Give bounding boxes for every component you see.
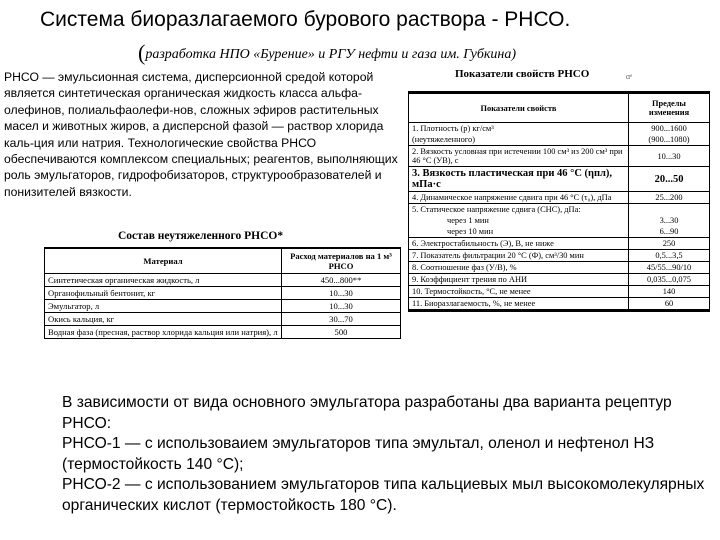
property-label: 2. Вязкость условная при истечении 100 см³ из 200 см³ при 46 °С (УВ), с bbox=[409, 146, 629, 167]
property-label: 10. Термостойкость, °С, не менее bbox=[409, 286, 629, 298]
property-label: (неутяжеленного) bbox=[409, 134, 629, 146]
composition-header-material: Материал bbox=[45, 248, 282, 274]
property-label: 5. Статическое напряжение сдвига (СНС), дПа: bbox=[409, 204, 629, 216]
property-value: 20...50 bbox=[629, 167, 710, 192]
property-label: 9. Коэффициент трения по АНИ bbox=[409, 274, 629, 286]
amount-cell: 500 bbox=[282, 326, 401, 339]
slide-subtitle bbox=[138, 40, 516, 66]
table-row bbox=[409, 146, 710, 167]
property-value: 60 bbox=[629, 298, 710, 311]
property-label: 4. Динамическое напряжение сдвига при 46 °С (τ₀), дПа bbox=[409, 192, 629, 204]
table-row bbox=[45, 300, 401, 313]
property-value: 250 bbox=[629, 238, 710, 250]
property-label: 8. Соотношение фаз (У/В), % bbox=[409, 262, 629, 274]
table-row bbox=[409, 192, 710, 204]
property-value: 10...30 bbox=[629, 146, 710, 167]
subtitle-text: разработка НПО «Бурение» и РГУ нефти и газа им. Губкина) bbox=[145, 47, 517, 62]
property-value: 3...30 bbox=[629, 215, 710, 226]
table-row bbox=[409, 298, 710, 311]
material-cell: Синтетическая органическая жидкость, л bbox=[45, 274, 282, 287]
property-value: 0,035...0,075 bbox=[629, 274, 710, 286]
property-value: 140 bbox=[629, 286, 710, 298]
properties-header-label: Показатели свойств bbox=[409, 93, 629, 123]
property-value: 900...1600 bbox=[629, 123, 710, 135]
composition-table bbox=[44, 247, 401, 339]
slide-title: Система биоразлагаемого бурового раствора - РНСО. bbox=[40, 8, 571, 31]
properties-table bbox=[408, 91, 710, 312]
bottom-text bbox=[62, 393, 712, 516]
bottom-paragraph: РНСО-2 — с использованием эмульгаторов типа кальциевых мыл высокомолекулярных органических кислот (термостойкость 180 °С). bbox=[62, 476, 705, 514]
property-value: 0,5...3,5 bbox=[629, 250, 710, 262]
property-label: 11. Биоразлагаемость, %, не менее bbox=[409, 298, 629, 311]
table-row bbox=[409, 123, 710, 135]
property-value: (900...1080) bbox=[629, 134, 710, 146]
bottom-paragraph: В зависимости от вида основного эмульгатора разработаны два варианта рецептур РНСО: bbox=[62, 394, 672, 432]
property-label: 1. Плотность (р) кг/см³ bbox=[409, 123, 629, 135]
property-value: 45/55...90/10 bbox=[629, 262, 710, 274]
composition-table-caption: Состав неутяжеленного РНСО* bbox=[118, 230, 284, 242]
property-label: через 10 мин bbox=[409, 226, 629, 238]
table-row bbox=[45, 313, 401, 326]
scan-mark: ɑᵉ bbox=[626, 72, 633, 81]
intro-paragraph: РНСО — эмульсионная система, дисперсионной средой которой является синтетическая органическая жидкость класса альфа-олефинов, полиальфаолефи-нов, сложных эфиров растительных масел и животных жиров, а дисперсной фазой — раствор хлорида каль-ция или натрия. Технологические свойства РНСО обеспечиваются комплексом специальных; реагентов, выполняющих роль эмульгаторов, гидрофобизаторов, структурообразователей и понизителей вязкости. bbox=[4, 70, 398, 199]
bottom-paragraph: РНСО-1 — с использоваием эмульгаторов типа эмультал, оленол и нефтенол НЗ (термостойкость 140 °С); bbox=[62, 435, 655, 473]
material-cell: Органофильный бентонит, кг bbox=[45, 287, 282, 300]
table-row bbox=[409, 167, 710, 192]
properties-header-value: Пределы изменения bbox=[629, 93, 710, 123]
material-cell: Окись кальция, кг bbox=[45, 313, 282, 326]
table-row bbox=[45, 274, 401, 287]
property-label: через 1 мин bbox=[409, 215, 629, 226]
amount-cell: 10...30 bbox=[282, 287, 401, 300]
table-row bbox=[409, 250, 710, 262]
table-row bbox=[409, 204, 710, 216]
amount-cell: 450...800** bbox=[282, 274, 401, 287]
material-cell: Водная фаза (пресная, раствор хлорида кальция или натрия), л bbox=[45, 326, 282, 339]
subtitle-paren: ( bbox=[138, 40, 146, 65]
material-cell: Эмульгатор, л bbox=[45, 300, 282, 313]
table-row bbox=[409, 238, 710, 250]
table-row bbox=[409, 226, 710, 238]
properties-table-caption: Показатели свойств РНСО bbox=[455, 68, 590, 80]
property-value: 6...90 bbox=[629, 226, 710, 238]
table-row bbox=[45, 326, 401, 339]
table-row bbox=[409, 262, 710, 274]
property-label: 6. Электростабильность (Э), В, не ниже bbox=[409, 238, 629, 250]
table-row bbox=[409, 134, 710, 146]
amount-cell: 30...70 bbox=[282, 313, 401, 326]
table-row bbox=[409, 215, 710, 226]
property-value: 25...200 bbox=[629, 192, 710, 204]
table-row bbox=[45, 287, 401, 300]
table-row bbox=[409, 274, 710, 286]
property-value bbox=[629, 204, 710, 216]
property-label: 7. Показатель фильтрации 20 °С (Ф), см³/30 мин bbox=[409, 250, 629, 262]
composition-header-amount: Расход материалов на 1 м³ РНСО bbox=[282, 248, 401, 274]
amount-cell: 10...30 bbox=[282, 300, 401, 313]
table-row bbox=[409, 286, 710, 298]
property-label: 3. Вязкость пластическая при 46 °С (ηпл), мПа·с bbox=[409, 167, 629, 192]
